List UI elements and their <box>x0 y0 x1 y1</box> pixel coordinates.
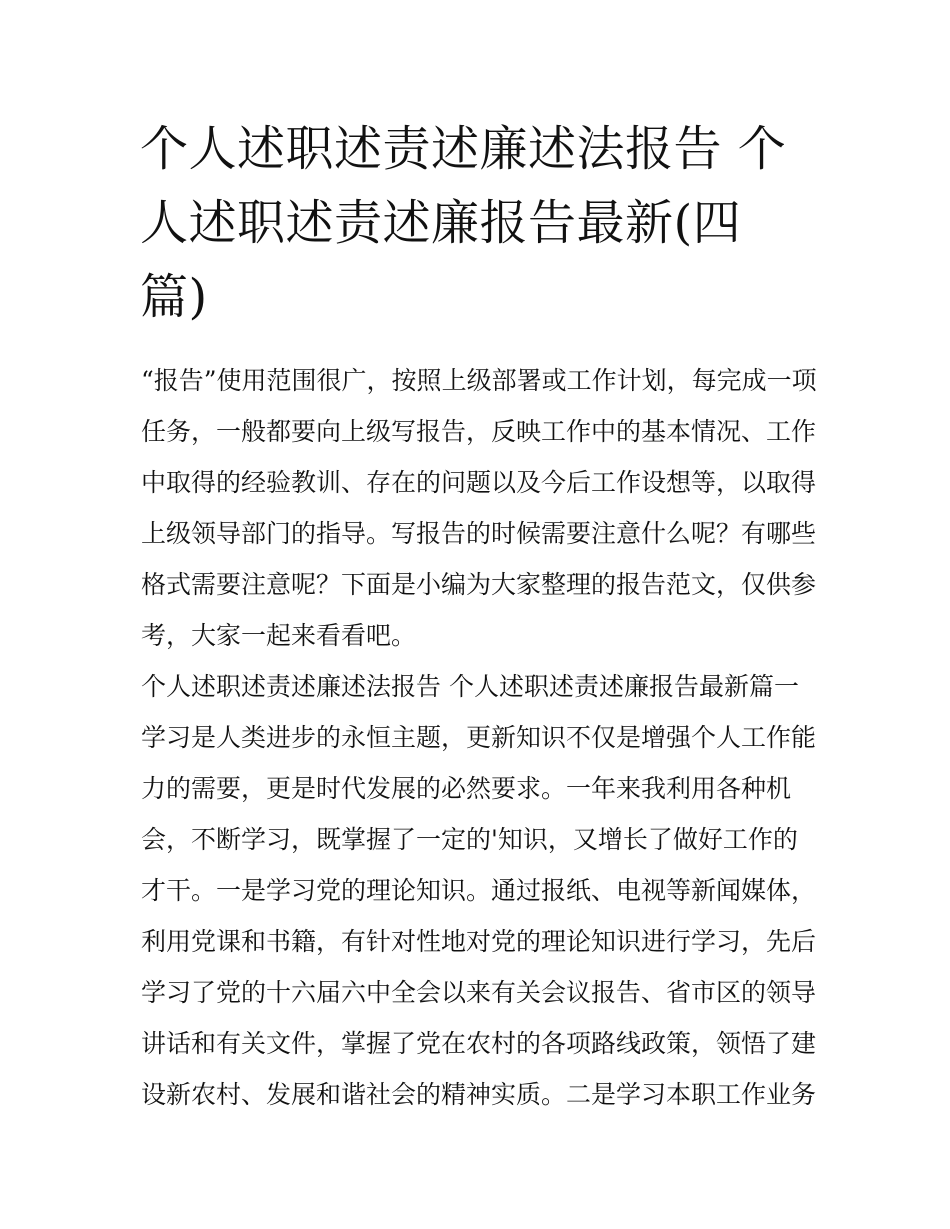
body-line: “报告”使用范围很广，按照上级部署或工作计划，每完成一项 <box>141 366 817 395</box>
body-line: 才干。一是学习党的理论知识。通过报纸、电视等新闻媒体， <box>141 876 817 905</box>
document-body <box>141 355 831 1120</box>
body-line: 格式需要注意呢？下面是小编为大家整理的报告范文，仅供参 <box>141 570 817 599</box>
body-line: 力的需要，更是时代发展的必然要求。一年来我利用各种机 <box>141 774 792 803</box>
section-heading: 个人述职述责述廉述法报告 个人述职述责述廉报告最新篇一 <box>141 672 799 701</box>
body-line: 考，大家一起来看看吧。 <box>141 621 417 650</box>
body-line: 学习是人类进步的永恒主题，更新知识不仅是增强个人工作能 <box>141 723 817 752</box>
body-line: 设新农村、发展和谐社会的精神实质。二是学习本职工作业务 <box>141 1080 817 1109</box>
body-line: 讲话和有关文件，掌握了党在农村的各项路线政策，领悟了建 <box>141 1029 817 1058</box>
title-line: 人述职述责述廉报告最新(四 <box>140 195 742 251</box>
body-line: 上级领导部门的指导。写报告的时候需要注意什么呢？有哪些 <box>141 519 817 548</box>
body-line: 中取得的经验教训、存在的问题以及今后工作设想等，以取得 <box>141 468 817 497</box>
body-line: 利用党课和书籍，有针对性地对党的理论知识进行学习，先后 <box>141 927 817 956</box>
body-line: 学习了党的十六届六中全会以来有关会议报告、省市区的领导 <box>141 978 817 1007</box>
body-line: 会，不断学习，既掌握了一定的'知识，又增长了做好工作的 <box>141 825 798 854</box>
title-line: 个人述职述责述廉述法报告 个 <box>140 121 787 177</box>
document-title <box>140 112 820 334</box>
body-line: 任务，一般都要向上级写报告，反映工作中的基本情况、工作 <box>141 417 817 446</box>
title-line: 篇) <box>140 269 208 325</box>
